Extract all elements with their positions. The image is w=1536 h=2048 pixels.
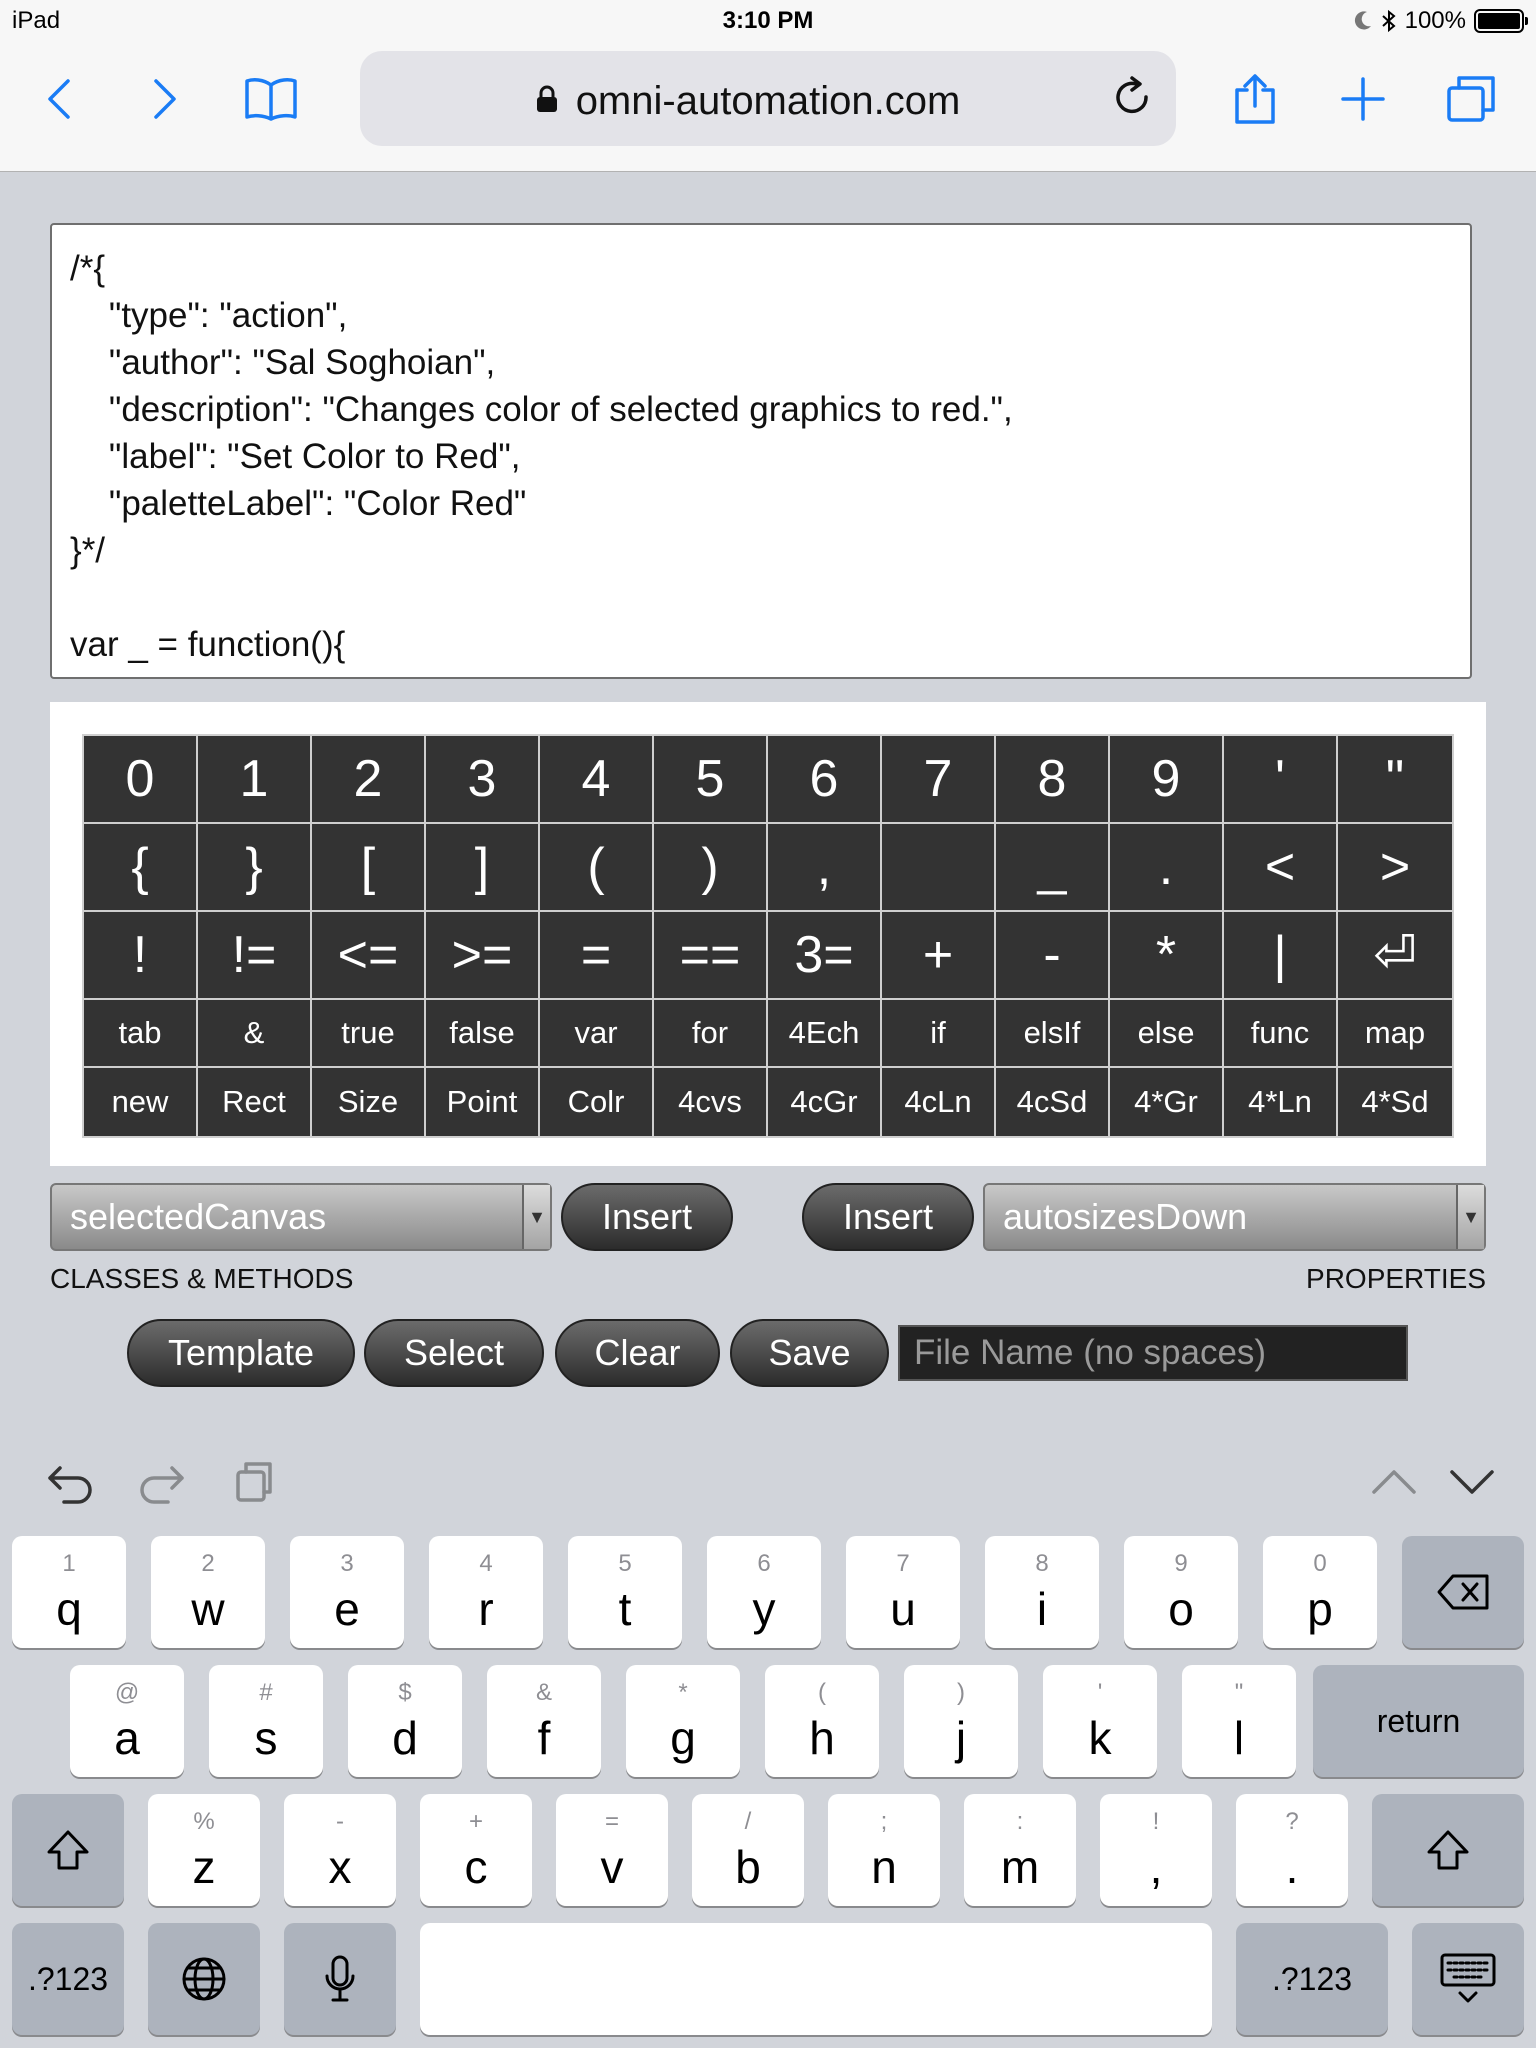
dictation-key[interactable]	[284, 1923, 396, 2035]
clear-button[interactable]: Clear	[555, 1319, 720, 1387]
keypad-key[interactable]: tab	[84, 1000, 198, 1068]
key-secondary-label: :	[1016, 1808, 1024, 1835]
key-label: k	[1088, 1712, 1112, 1764]
backspace-icon	[1402, 1536, 1524, 1648]
status-right	[1353, 6, 1524, 36]
keypad-key[interactable]: 4Ech	[768, 1000, 882, 1068]
numbers-key-left[interactable]	[12, 1923, 124, 2035]
key-o[interactable]	[1124, 1536, 1238, 1648]
key-h[interactable]	[765, 1665, 879, 1777]
key-secondary-label: &	[535, 1679, 552, 1706]
key-secondary-label: @	[114, 1679, 140, 1706]
key-r[interactable]	[429, 1536, 543, 1648]
chevron-right-icon	[150, 77, 180, 121]
keypad-key[interactable]: Point	[426, 1068, 540, 1136]
keypad-key[interactable]: &	[198, 1000, 312, 1068]
key-secondary-label: 4	[479, 1550, 493, 1577]
keypad-key[interactable]: [	[312, 824, 426, 912]
keypad-key[interactable]: for	[654, 1000, 768, 1068]
key-label: n	[871, 1841, 897, 1893]
key-label: q	[56, 1583, 82, 1635]
keypad-key[interactable]: 4*Gr	[1110, 1068, 1224, 1136]
key-label: l	[1233, 1712, 1245, 1764]
keypad-key[interactable]: <	[1224, 824, 1338, 912]
key-secondary-label: #	[259, 1679, 273, 1706]
insert-property-button[interactable]: Insert	[802, 1183, 974, 1251]
keypad-row	[84, 912, 1452, 1000]
classes-caption: CLASSES & METHODS	[50, 1263, 354, 1294]
key-label: b	[735, 1841, 761, 1893]
shift-icon	[1372, 1794, 1524, 1906]
script-code: /*{ "type": "action", "author": "Sal Soghoian", "description": "Changes color of selected graphics to red.", "label": "Set Color to Red", "paletteLabel": "Color Red" }*/ var _ = function(){	[70, 249, 1013, 664]
key-x[interactable]	[284, 1794, 396, 1906]
keypad-key[interactable]: >=	[426, 912, 540, 1000]
key-label: c	[464, 1841, 488, 1893]
key-label: d	[392, 1712, 418, 1764]
keypad-key[interactable]: map	[1338, 1000, 1452, 1068]
key-secondary-label: 5	[618, 1550, 632, 1577]
key-secondary-label: ?	[1285, 1808, 1299, 1835]
key-label: o	[1168, 1583, 1194, 1635]
key-v[interactable]	[556, 1794, 668, 1906]
code-keypad-panel	[50, 702, 1486, 1166]
key-secondary-label: *	[678, 1679, 688, 1706]
bookmarks-button[interactable]	[236, 62, 306, 136]
keypad-key[interactable]: 3=	[768, 912, 882, 1000]
keypad-key[interactable]: Size	[312, 1068, 426, 1136]
key-secondary-label: 3	[340, 1550, 354, 1577]
key-secondary-label: =	[604, 1808, 619, 1835]
key-secondary-label: 2	[201, 1550, 215, 1577]
device-name: iPad	[12, 7, 61, 34]
keypad-key[interactable]: 4cSd	[996, 1068, 1110, 1136]
chevron-down-icon	[1448, 1466, 1496, 1496]
key-secondary-label: (	[818, 1679, 826, 1706]
key-secondary-label: "	[1234, 1679, 1244, 1706]
keypad-key[interactable]: 1	[198, 736, 312, 824]
keypad-key[interactable]: !	[84, 912, 198, 1000]
shift-icon	[12, 1794, 124, 1906]
next-field-button[interactable]	[1448, 1466, 1496, 1501]
delete-key[interactable]	[1402, 1536, 1524, 1648]
paste-button[interactable]	[234, 1460, 274, 1509]
key-k[interactable]	[1043, 1665, 1157, 1777]
key-q[interactable]	[12, 1536, 126, 1648]
key-u[interactable]	[846, 1536, 960, 1648]
key-label: t	[618, 1583, 632, 1635]
book-icon	[243, 75, 299, 123]
classes-select[interactable]	[50, 1183, 552, 1251]
key-label: .?123	[27, 1960, 109, 1997]
key-label: w	[191, 1583, 225, 1635]
redo-button[interactable]	[138, 1462, 186, 1511]
key-secondary-label: +	[468, 1808, 483, 1835]
globe-key[interactable]	[148, 1923, 260, 2035]
keypad-key[interactable]: }	[198, 824, 312, 912]
browser-toolbar	[0, 0, 1536, 172]
clipboard-icon	[234, 1460, 274, 1504]
dropdown-arrow-icon: ▼	[522, 1185, 550, 1249]
keypad-key[interactable]: '	[1224, 736, 1338, 824]
key-l[interactable]	[1182, 1665, 1296, 1777]
keypad-key[interactable]: =	[540, 912, 654, 1000]
keypad-key[interactable]: <=	[312, 912, 426, 1000]
key-s[interactable]	[209, 1665, 323, 1777]
key-label: .	[1285, 1841, 1299, 1893]
properties-caption: PROPERTIES	[1306, 1263, 1486, 1294]
keypad-key[interactable]: true	[312, 1000, 426, 1068]
keypad-key[interactable]: (	[540, 824, 654, 912]
keypad-key[interactable]: ,	[768, 824, 882, 912]
key-label: u	[890, 1583, 916, 1635]
keypad-key[interactable]: ]	[426, 824, 540, 912]
battery-icon	[1474, 9, 1524, 33]
keypad-key[interactable]: ==	[654, 912, 768, 1000]
select-button[interactable]: Select	[364, 1319, 544, 1387]
key-g[interactable]	[626, 1665, 740, 1777]
key-comma[interactable]	[1100, 1794, 1212, 1906]
previous-field-button[interactable]	[1370, 1466, 1418, 1501]
keypad-key[interactable]: -	[996, 912, 1110, 1000]
key-secondary-label: /	[744, 1808, 752, 1835]
key-label: ,	[1149, 1841, 1163, 1893]
save-button[interactable]: Save	[730, 1319, 889, 1387]
keypad-key[interactable]: 8	[996, 736, 1110, 824]
key-label: i	[1036, 1583, 1048, 1635]
key-label: a	[114, 1712, 140, 1764]
key-m[interactable]	[964, 1794, 1076, 1906]
key-period[interactable]	[1236, 1794, 1348, 1906]
key-secondary-label: )	[957, 1679, 965, 1706]
keypad-key[interactable]: 6	[768, 736, 882, 824]
moon-icon	[1353, 10, 1373, 32]
keypad-key[interactable]: Rect	[198, 1068, 312, 1136]
redo-icon	[138, 1462, 186, 1506]
key-secondary-label: 8	[1035, 1550, 1049, 1577]
keypad-key[interactable]: 2	[312, 736, 426, 824]
keypad-key[interactable]: +	[882, 912, 996, 1000]
keypad-key[interactable]: _	[996, 824, 1110, 912]
space-bar[interactable]	[420, 1923, 1212, 2035]
keypad-row	[84, 736, 1452, 824]
tabs-button[interactable]	[1436, 62, 1506, 136]
keypad-key[interactable]: |	[1224, 912, 1338, 1000]
key-label: v	[600, 1841, 624, 1893]
keypad-row	[84, 824, 1452, 912]
key-c[interactable]	[420, 1794, 532, 1906]
key-secondary-label: -	[336, 1808, 344, 1835]
keypad-key[interactable]: Colr	[540, 1068, 654, 1136]
key-label: m	[1000, 1841, 1040, 1893]
key-secondary-label: 7	[896, 1550, 910, 1577]
key-a[interactable]	[70, 1665, 184, 1777]
back-button[interactable]	[24, 62, 94, 136]
keypad-key[interactable]: 4cGr	[768, 1068, 882, 1136]
return-key[interactable]	[1313, 1665, 1524, 1777]
key-label: h	[809, 1712, 835, 1764]
keypad-key[interactable]: new	[84, 1068, 198, 1136]
key-f[interactable]	[487, 1665, 601, 1777]
key-secondary-label: 9	[1174, 1550, 1188, 1577]
keypad-key[interactable]	[882, 824, 996, 912]
key-label: g	[670, 1712, 696, 1764]
chevron-left-icon	[44, 77, 74, 121]
keypad-key[interactable]: .	[1110, 824, 1224, 912]
keypad-key[interactable]: 4*Sd	[1338, 1068, 1452, 1136]
keypad-key[interactable]: >	[1338, 824, 1452, 912]
key-secondary-label: ;	[880, 1808, 888, 1835]
key-e[interactable]	[290, 1536, 404, 1648]
microphone-icon	[284, 1923, 396, 2035]
undo-button[interactable]	[46, 1462, 94, 1511]
plus-icon	[1340, 76, 1386, 122]
dropdown-arrow-icon: ▼	[1456, 1185, 1484, 1249]
key-secondary-label: $	[398, 1679, 412, 1706]
reload-icon[interactable]	[1110, 75, 1154, 121]
key-label: s	[254, 1712, 278, 1764]
keypad-key[interactable]: 9	[1110, 736, 1224, 824]
keypad-key[interactable]: if	[882, 1000, 996, 1068]
keypad-key[interactable]: elsIf	[996, 1000, 1110, 1068]
key-secondary-label: 6	[757, 1550, 771, 1577]
properties-select[interactable]	[983, 1183, 1486, 1251]
key-secondary-label: %	[193, 1808, 215, 1835]
shift-key-right[interactable]	[1372, 1794, 1524, 1906]
key-y[interactable]	[707, 1536, 821, 1648]
globe-icon	[148, 1923, 260, 2035]
new-tab-button[interactable]	[1328, 62, 1398, 136]
template-button[interactable]: Template	[127, 1319, 355, 1387]
key-label: return	[1376, 1702, 1461, 1739]
keypad-row	[84, 1068, 1452, 1136]
script-editor[interactable]	[50, 223, 1472, 679]
key-label: e	[334, 1583, 360, 1635]
key-secondary-label: 0	[1313, 1550, 1327, 1577]
filename-input[interactable]: File Name (no spaces)	[898, 1325, 1408, 1381]
keypad-key[interactable]: 4*Ln	[1224, 1068, 1338, 1136]
keypad-key[interactable]: 4cvs	[654, 1068, 768, 1136]
keypad-key[interactable]: 0	[84, 736, 198, 824]
keypad-key[interactable]: 5	[654, 736, 768, 824]
chevron-up-icon	[1370, 1466, 1418, 1496]
properties-select-value: autosizesDown	[1003, 1196, 1248, 1237]
keypad-key[interactable]: ⏎	[1338, 912, 1452, 1000]
onscreen-keyboard	[0, 1418, 1536, 2048]
url-text: omni-automation.com	[575, 79, 961, 123]
key-label: x	[328, 1841, 352, 1893]
key-secondary-label: '	[1097, 1679, 1103, 1706]
keypad-key[interactable]: !=	[198, 912, 312, 1000]
key-z[interactable]	[148, 1794, 260, 1906]
undo-icon	[46, 1462, 94, 1506]
keypad-key[interactable]: {	[84, 824, 198, 912]
bluetooth-icon	[1381, 9, 1397, 33]
key-label: y	[752, 1583, 776, 1635]
hide-keyboard-key[interactable]	[1412, 1923, 1524, 2035]
share-icon	[1233, 72, 1277, 126]
keyboard-dismiss-icon	[1412, 1923, 1524, 2035]
battery-percent: 100%	[1404, 7, 1466, 34]
key-label: .?123	[1271, 1960, 1353, 1997]
keypad-key[interactable]: func	[1224, 1000, 1338, 1068]
keypad-key[interactable]: *	[1110, 912, 1224, 1000]
key-i[interactable]	[985, 1536, 1099, 1648]
keypad-key[interactable]: false	[426, 1000, 540, 1068]
keypad-key[interactable]: "	[1338, 736, 1452, 824]
keypad-key[interactable]: var	[540, 1000, 654, 1068]
key-d[interactable]	[348, 1665, 462, 1777]
key-label: z	[192, 1841, 216, 1893]
address-bar[interactable]	[360, 51, 1176, 146]
keypad-row	[84, 1000, 1452, 1068]
key-p[interactable]	[1263, 1536, 1377, 1648]
key-label: p	[1307, 1583, 1333, 1635]
key-w[interactable]	[151, 1536, 265, 1648]
key-label: j	[955, 1712, 967, 1764]
keypad-key[interactable]: )	[654, 824, 768, 912]
keypad-key[interactable]: 4	[540, 736, 654, 824]
key-t[interactable]	[568, 1536, 682, 1648]
keypad-key[interactable]: 4cLn	[882, 1068, 996, 1136]
keypad-key[interactable]: else	[1110, 1000, 1224, 1068]
key-j[interactable]	[904, 1665, 1018, 1777]
forward-button[interactable]	[130, 62, 200, 136]
code-keypad	[82, 734, 1454, 1138]
shift-key-left[interactable]	[12, 1794, 124, 1906]
share-button[interactable]	[1220, 62, 1290, 136]
key-label: r	[478, 1583, 494, 1635]
key-secondary-label: !	[1152, 1808, 1160, 1835]
tabs-icon	[1445, 74, 1497, 124]
key-label: f	[537, 1712, 551, 1764]
key-n[interactable]	[828, 1794, 940, 1906]
key-b[interactable]	[692, 1794, 804, 1906]
keypad-key[interactable]: 7	[882, 736, 996, 824]
status-time: 3:10 PM	[722, 7, 814, 34]
key-secondary-label: 1	[62, 1550, 76, 1577]
classes-select-value: selectedCanvas	[70, 1196, 327, 1237]
keypad-key[interactable]: 3	[426, 736, 540, 824]
insert-class-button[interactable]: Insert	[561, 1183, 733, 1251]
numbers-key-right[interactable]	[1236, 1923, 1388, 2035]
